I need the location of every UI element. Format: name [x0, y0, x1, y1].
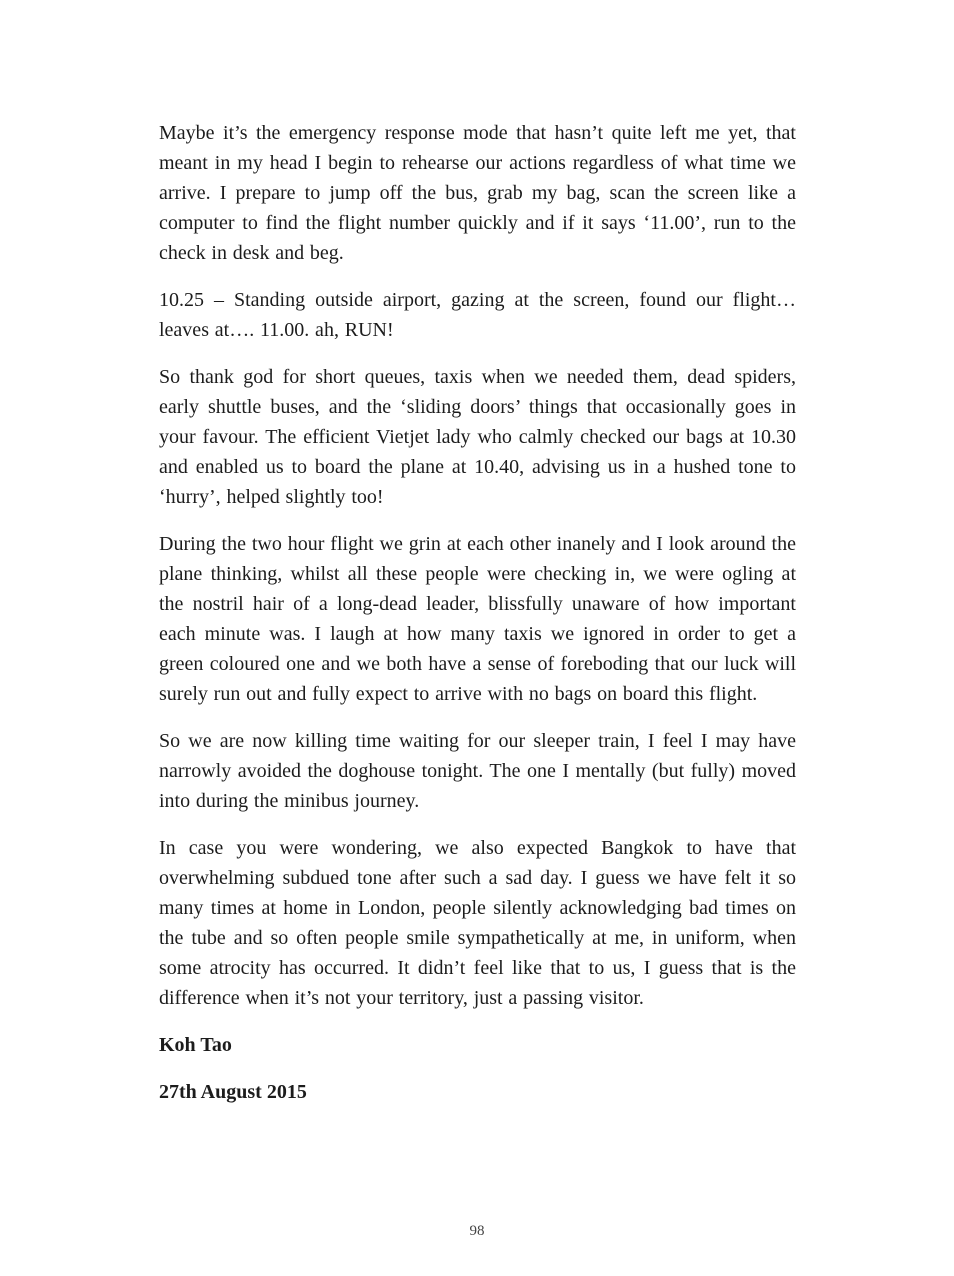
- paragraph: So we are now killing time waiting for our sleeper train, I feel I may have narrowly avoided the doghouse tonight. The one I mentally (but fully) moved into during the minibus journey.: [159, 730, 796, 812]
- paragraph: During the two hour flight we grin at each other inanely and I look around the plane thinking, whilst all these people were checking in, we were ogling at the nostril hair of a long-dead leader, blissfully unaware of how important each minute was. I laugh at how many taxis we ignored in order to get a green coloured one and we both have a sense of foreboding that our luck will surely run out and fully expect to arrive with no bags on board this flight.: [159, 533, 796, 705]
- date-heading: 27th August 2015: [159, 1081, 307, 1103]
- paragraph: 10.25 – Standing outside airport, gazing at the screen, found our flight… leaves at…. 11.00. ah, RUN!: [159, 289, 796, 341]
- paragraph: So thank god for short queues, taxis when we needed them, dead spiders, early shuttle buses, and the ‘sliding doors’ things that occasionally goes in your favour. The efficient Vietjet lady who calmly checked our bags at 10.30 and enabled us to board the plane at 10.40, advising us in a hushed tone to ‘hurry’, helped slightly too!: [159, 366, 796, 508]
- page-content: [159, 118, 796, 1124]
- page-number: 98: [469, 1223, 485, 1239]
- paragraph: Maybe it’s the emergency response mode that hasn’t quite left me yet, that meant in my head I begin to rehearse our actions regardless of what time we arrive. I prepare to jump off the bus, grab my bag, scan the screen like a computer to find the flight number quickly and if it says ‘11.00’, run to the check in desk and beg.: [159, 122, 796, 264]
- paragraph: In case you were wondering, we also expected Bangkok to have that overwhelming subdued tone after such a sad day. I guess we have felt it so many times at home in London, people silently acknowledging bad times on the tube and so often people smile sympathetically at me, in uniform, when some atrocity has occurred. It didn’t feel like that to us, I guess that is the difference when it’s not your territory, just a passing visitor.: [159, 837, 796, 1009]
- location-heading: Koh Tao: [159, 1034, 232, 1056]
